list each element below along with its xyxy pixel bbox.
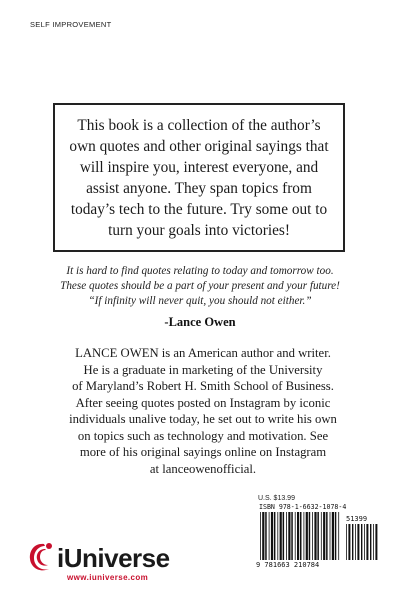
barcode-supplement-bar: [352, 524, 353, 560]
barcode-supplement-bar: [357, 524, 359, 560]
barcode-bar: [288, 512, 290, 560]
bio-line: After seeing quotes posted on Instagram by iconic: [75, 395, 331, 410]
barcode-bar: [309, 512, 311, 560]
barcode-bar: [283, 512, 285, 560]
barcode-bar: [265, 512, 267, 560]
bio-line: at lanceowenofficial.: [149, 461, 257, 476]
barcode-bar: [323, 512, 325, 560]
barcode-supplement-bar: [355, 524, 356, 560]
barcode-bar: [262, 512, 264, 560]
barcode-supplement-bar: [370, 524, 371, 560]
barcode-supplement-bar: [348, 524, 350, 560]
barcode-bar: [317, 512, 319, 560]
quote-line: “If infinity will never quit, you should not either.”: [88, 295, 312, 307]
iuniverse-swirl-icon: [27, 540, 59, 574]
barcode-supplement-bar: [361, 524, 362, 560]
barcode-bar: [338, 512, 339, 560]
isbn-label: ISBN 978-1-6632-1078-4: [259, 503, 347, 511]
barcode-bar: [321, 512, 322, 560]
barcode-bar: [291, 512, 293, 560]
barcode-bar: [306, 512, 308, 560]
quote-block: [20, 264, 380, 309]
publisher-url: www.iuniverse.com: [67, 573, 149, 582]
bio-line: of Maryland’s Robert H. Smith School of Business.: [72, 379, 334, 393]
quote-attribution: -Lance Owen: [164, 315, 236, 329]
barcode-bar: [330, 512, 331, 560]
barcode-bar: [260, 512, 261, 560]
barcode-bar: [312, 512, 313, 560]
bio-line: He is a graduate in marketing of the University: [83, 362, 323, 377]
bio-line: more of his original sayings online on Instagram: [79, 445, 327, 459]
barcode-bar: [335, 512, 337, 560]
barcode-bar: [280, 512, 282, 560]
barcode-bar: [304, 512, 305, 560]
barcode-bar: [326, 512, 328, 560]
blurb-text: This book is a collection of the author’s own quotes and other original sayings that will inspire you, interest everyone, and assist anyone. They span topics from today’s tech to the future. Try some out to turn your goals into victories!: [69, 116, 329, 239]
barcode-supplement-bar: [364, 524, 365, 560]
barcode-bar: [332, 512, 334, 560]
barcode-supplement-bar: [375, 524, 377, 560]
barcode-supplement-bar: [373, 524, 374, 560]
barcode-supplement: 51399: [346, 515, 368, 523]
barcode-bar: [277, 512, 278, 560]
barcode-bar: [297, 512, 299, 560]
bio-line: individuals unalive today, he set out to write his own: [69, 412, 337, 426]
category-label: SELF IMPROVEMENT: [30, 20, 112, 29]
quote-line: These quotes should be a part of your present and your future!: [60, 280, 340, 292]
barcode-bar: [271, 512, 273, 560]
bio-line: LANCE OWEN is an American author and writer.: [75, 346, 331, 360]
barcode-bar: [295, 512, 296, 560]
bio-line: on topics such as technology and motivation. See: [77, 428, 329, 443]
barcode-bar: [314, 512, 316, 560]
price-label: U.S. $13.99: [258, 495, 295, 502]
publisher-name: iUniverse: [57, 543, 170, 573]
publisher-logo: [27, 540, 197, 590]
barcode-supplement-bar: [346, 524, 347, 560]
barcode-bar: [269, 512, 270, 560]
barcode-digits: 9 781663 210784: [256, 561, 320, 569]
barcode-supplement-bar: [366, 524, 368, 560]
blurb-box: [53, 103, 345, 252]
barcode-bar: [286, 512, 287, 560]
barcode: [256, 503, 380, 571]
barcode-bar: [274, 512, 276, 560]
quote-line: It is hard to find quotes relating to today and tomorrow too.: [66, 265, 334, 277]
barcode-bar: [300, 512, 302, 560]
author-bio: [58, 345, 348, 477]
